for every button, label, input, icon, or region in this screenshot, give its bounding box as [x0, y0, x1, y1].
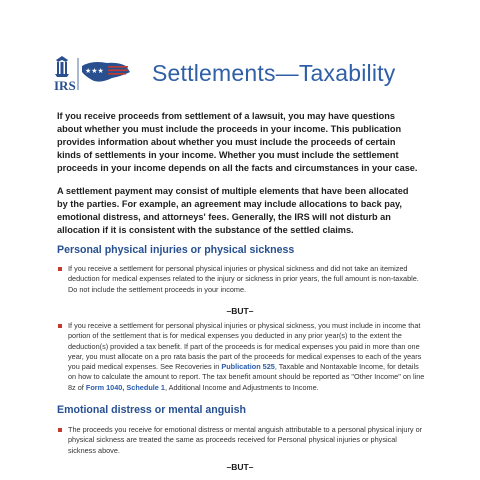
but-divider: –BUT– [226, 462, 254, 472]
form-1040-schedule-1-link[interactable]: Form 1040, Schedule 1 [85, 382, 165, 392]
bullet-text: The proceeds you receive for emotional distress or mental anguish attributable to a personal physical injury or physical sickness are treated the same as proceeds received for Personal physical injuries or physical sickness above. [68, 425, 423, 455]
bullet-square-icon [58, 267, 62, 271]
bullet-item [57, 264, 425, 295]
publication-525-link[interactable]: Publication 525 [221, 362, 275, 372]
bullet-square-icon [58, 428, 62, 432]
section-heading-physical: Personal physical injuries or physical sickness [57, 244, 295, 256]
intro-paragraph-1: If you receive proceeds from settlement of a lawsuit, you may have questions about whether you must include the proceeds in your income. This publication provides information about whether you must include the proceeds of certain kinds of settlements in your income. Whether you must include the settlement proceeds in your income depends on all the facts and circumstances in your case. [57, 111, 418, 173]
bullet-square-icon [58, 324, 62, 328]
bullet-text: , Taxable and Nontaxable Income, for details on how to calculate the amount to report. The tax benefit amount should be reported as "Other Income" on line 8z of [68, 362, 425, 392]
irs-logo-text: IRS [54, 78, 76, 92]
bullet-text: If you receive a settlement for personal physical injuries or physical sickness and did not take an itemized deduction for medical expenses related to the injury or sickness in prior years, the full amount is non-taxable. Do not include the settlement proceeds in your income. [68, 264, 419, 294]
but-divider: –BUT– [226, 306, 254, 316]
page-title: Settlements—Taxability [152, 60, 396, 86]
bullet-text: If you receive a settlement for personal physical injuries or physical sickness, you must include in income that portion of the settlement that is for medical expenses you deducted in any prior year(s) to the extent the deduction(s) provided a tax benefit. If part of the proceeds is for medical expenses you paid in more than one year, you must allocate on a pro rata basis the part of the proceeds for medical expenses to each of the years you paid medical expenses. See Recoveries in [68, 321, 422, 372]
svg-text:★★★: ★★★ [85, 67, 104, 75]
irs-logo [52, 54, 134, 92]
bullet-item [57, 425, 425, 456]
page-header [52, 50, 432, 100]
bullet-text: , Additional Income and Adjustments to Income. [164, 382, 319, 392]
intro-paragraph-2: A settlement payment may consist of multiple elements that have been allocated by the parties. For example, an agreement may include allocations to back pay, emotional distress, and attorneys' fees. Generally, the IRS will not disturb an allocation if it is consistent with the substance of the settled claims. [57, 186, 409, 235]
section-heading-emotional: Emotional distress or mental anguish [57, 404, 246, 416]
bullet-item [57, 321, 425, 393]
